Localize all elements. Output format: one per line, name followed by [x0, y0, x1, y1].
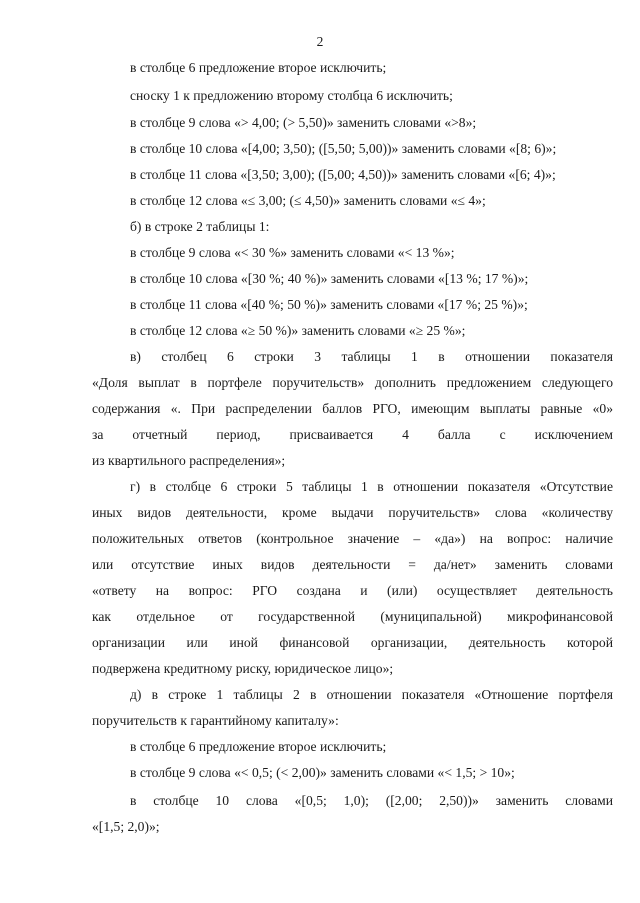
text-line: из квартильного распределения»; — [92, 453, 286, 468]
text-line: в столбце 9 слова «< 0,5; (< 2,00)» заменить словами «< 1,5; > 10»; — [130, 765, 515, 780]
text-line: в столбце 9 слова «< 30 %» заменить словами «< 13 %»; — [130, 245, 455, 260]
text-line: «Доля выплат в портфеле поручительств» дополнить предложением следующего — [92, 375, 613, 390]
text-line: в столбце 12 слова «≥ 50 %)» заменить словами «≥ 25 %»; — [130, 323, 466, 338]
text-line: сноску 1 к предложению второму столбца 6 исключить; — [130, 88, 453, 103]
text-line: в столбце 11 слова «[40 %; 50 %)» заменить словами «[17 %; 25 %)»; — [130, 297, 528, 312]
text-line: в столбце 9 слова «> 4,00; (> 5,50)» заменить словами «>8»; — [130, 115, 477, 130]
page-number: 2 — [316, 34, 324, 49]
text-line: или отсутствие иных видов деятельности = да/нет» заменить словами — [92, 557, 613, 572]
text-line: «[1,5; 2,0)»; — [92, 819, 160, 834]
text-line: в столбце 6 предложение второе исключить; — [130, 60, 387, 75]
text-line: в столбце 6 предложение второе исключить; — [130, 739, 387, 754]
text-line: как отдельное от государственной (муниципальной) микрофинансовой — [92, 609, 613, 624]
text-line: подвержена кредитному риску, юридическое лицо»; — [92, 661, 394, 676]
text-line: в столбце 10 слова «[0,5; 1,0); ([2,00; 2,50))» заменить словами — [130, 793, 613, 808]
text-line: в) столбец 6 строки 3 таблицы 1 в отношении показателя — [130, 349, 613, 364]
text-line: «ответу на вопрос: РГО создана и (или) осуществляет деятельность — [92, 583, 613, 598]
text-line: содержания «. При распределении баллов РГО, имеющим выплаты равные «0» — [92, 401, 613, 416]
text-line: организации или иной финансовой организации, деятельность которой — [92, 635, 613, 650]
text-line: д) в строке 1 таблицы 2 в отношении показателя «Отношение портфеля — [130, 687, 613, 702]
text-line: положительных ответов (контрольное значение – «да») на вопрос: наличие — [92, 531, 613, 546]
text-line: в столбце 12 слова «≤ 3,00; (≤ 4,50)» заменить словами «≤ 4»; — [130, 193, 486, 208]
text-line: за отчетный период, присваивается 4 балла с исключением — [92, 427, 613, 442]
text-line: иных видов деятельности, кроме выдачи поручительств» слова «количеству — [92, 505, 613, 520]
text-line: б) в строке 2 таблицы 1: — [130, 219, 270, 234]
text-line: в столбце 11 слова «[3,50; 3,00); ([5,00; 4,50))» заменить словами «[6; 4)»; — [130, 167, 556, 182]
text-line: в столбце 10 слова «[30 %; 40 %)» заменить словами «[13 %; 17 %)»; — [130, 271, 529, 286]
text-line: в столбце 10 слова «[4,00; 3,50); ([5,50; 5,00))» заменить словами «[8; 6)»; — [130, 141, 557, 156]
text-line: поручительств к гарантийному капиталу»: — [92, 713, 339, 728]
text-line: г) в столбце 6 строки 5 таблицы 1 в отношении показателя «Отсутствие — [130, 479, 613, 494]
